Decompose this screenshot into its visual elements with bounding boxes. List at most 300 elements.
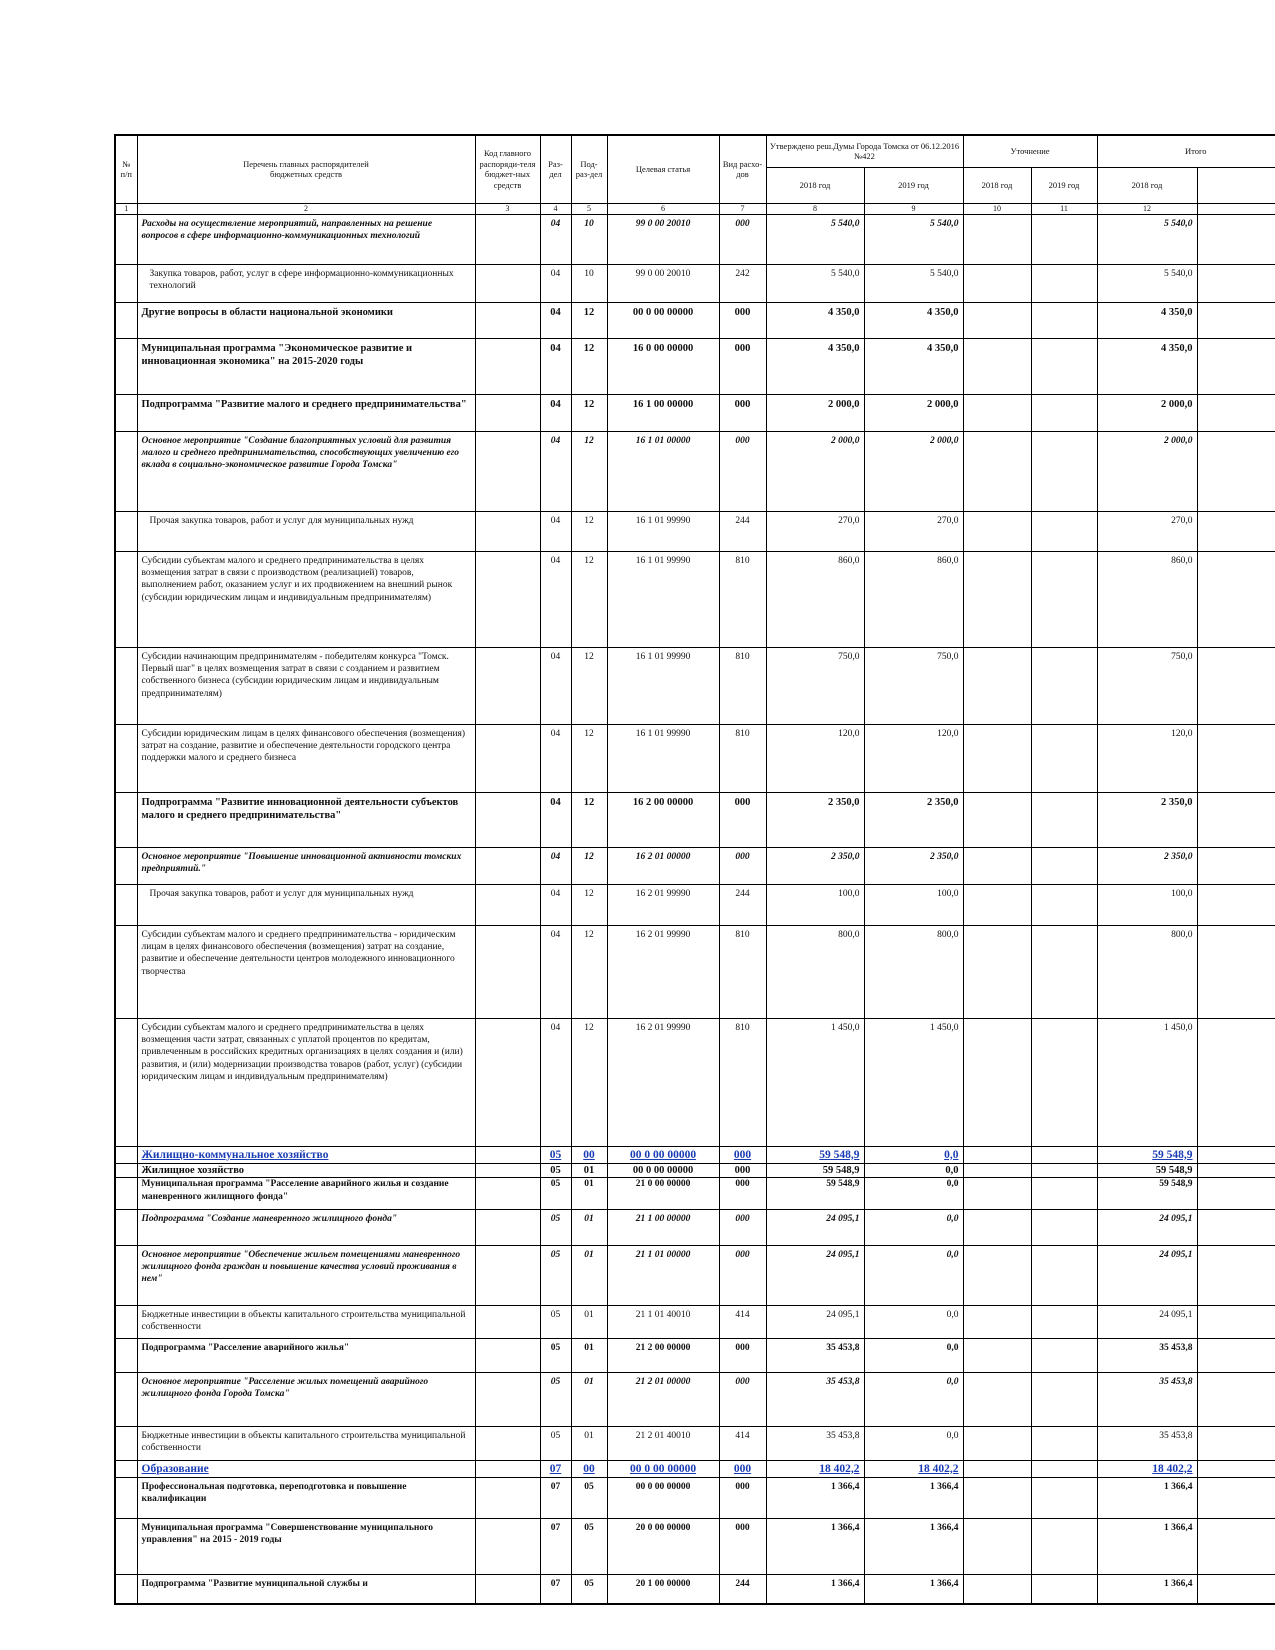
column-number: 5 [571,203,607,214]
row-number [115,724,137,792]
table-row [115,1018,1275,1146]
table-row [115,1518,1275,1574]
table-row [115,1163,1275,1177]
row-podrazdel: 01 [571,1305,607,1338]
row-approved-2019: 0,0 [864,1146,963,1163]
row-vid: 810 [719,647,766,724]
header-no: № п/п [115,135,137,203]
row-total-2018: 100,0 [1097,884,1197,925]
table-row [115,214,1275,264]
row-total-2018: 24 095,1 [1097,1209,1197,1245]
row-approved-2019: 5 540,0 [864,214,963,264]
row-clarification-2018 [963,1518,1031,1574]
row-number [115,338,137,394]
table-row [115,551,1275,647]
row-name: Закупка товаров, работ, услуг в сфере информационно-коммуникационных технологий [137,264,475,302]
row-target: 16 1 01 99990 [607,511,719,551]
row-code [475,1305,540,1338]
row-podrazdel: 12 [571,884,607,925]
row-total-2018: 1 450,0 [1097,1018,1197,1146]
row-approved-2019: 750,0 [864,647,963,724]
row-clarification-2018 [963,551,1031,647]
row-approved-2019: 860,0 [864,551,963,647]
row-total-2018: 4 350,0 [1097,302,1197,338]
header-podrazdel: Под-раз-дел [571,135,607,203]
row-code [475,884,540,925]
row-total-2019 [1197,1518,1275,1574]
row-podrazdel: 00 [571,1146,607,1163]
row-podrazdel: 00 [571,1460,607,1477]
table-row [115,264,1275,302]
row-approved-2018: 1 366,4 [766,1477,864,1518]
row-total-2018: 5 540,0 [1097,264,1197,302]
row-total-2018: 24 095,1 [1097,1305,1197,1338]
row-total-2019 [1197,792,1275,847]
row-code [475,1426,540,1460]
row-clarification-2019 [1031,1305,1097,1338]
row-approved-2018: 270,0 [766,511,864,551]
row-number [115,884,137,925]
row-clarification-2019 [1031,1163,1097,1177]
row-name: Субсидии субъектам малого и среднего предпринимательства в целях возмещения части затрат, связанных с уплатой процентов по кредитам, привлеченным в российских кредитных организациях в целях создания и (или) развития, и (или) модернизации производства товаров (работ, услуг) (субсидии юридическим лицам и индивидуальным предпринимателям) [137,1018,475,1146]
row-target: 16 2 01 99990 [607,925,719,1018]
row-razdel: 07 [540,1518,571,1574]
row-vid: 810 [719,1018,766,1146]
row-name: Субсидии юридическим лицам в целях финансового обеспечения (возмещения) затрат на создание, развитие и обеспечение деятельности городского центра поддержки малого и среднего бизнеса [137,724,475,792]
row-razdel: 05 [540,1305,571,1338]
row-name: Субсидии субъектам малого и среднего предпринимательства - юридическим лицам в целях финансового обеспечения (возмещения) затрат на создание, развитие и обеспечение деятельности центров молодежного инновационного творчества [137,925,475,1018]
row-razdel: 04 [540,431,571,511]
row-code [475,1146,540,1163]
row-code [475,1338,540,1372]
table-row [115,1305,1275,1338]
row-clarification-2018 [963,511,1031,551]
header-razdel: Раз-дел [540,135,571,203]
row-approved-2018: 59 548,9 [766,1163,864,1177]
row-approved-2018: 59 548,9 [766,1177,864,1209]
row-number [115,847,137,884]
row-clarification-2019 [1031,884,1097,925]
row-razdel: 05 [540,1163,571,1177]
row-clarification-2019 [1031,1338,1097,1372]
table-row [115,1426,1275,1460]
row-target: 16 1 01 99990 [607,724,719,792]
row-code [475,511,540,551]
row-name: Муниципальная программа "Расселение аварийного жилья и создание маневренного жилищного фонда" [137,1177,475,1209]
row-approved-2019: 0,0 [864,1209,963,1245]
column-number: 10 [963,203,1031,214]
row-total-2018: 1 366,4 [1097,1574,1197,1604]
row-clarification-2019 [1031,724,1097,792]
row-target: 16 0 00 00000 [607,338,719,394]
row-approved-2019: 18 402,2 [864,1460,963,1477]
table-row [115,1372,1275,1426]
row-approved-2018: 4 350,0 [766,338,864,394]
row-total-2018: 1 366,4 [1097,1477,1197,1518]
row-approved-2019: 0,0 [864,1305,963,1338]
row-code [475,1177,540,1209]
row-total-2019 [1197,1477,1275,1518]
row-target: 20 0 00 00000 [607,1518,719,1574]
header-total-2018: 2018 год [1097,167,1197,203]
row-razdel: 05 [540,1209,571,1245]
row-approved-2018: 5 540,0 [766,214,864,264]
row-total-2018: 59 548,9 [1097,1163,1197,1177]
row-podrazdel: 05 [571,1518,607,1574]
row-clarification-2018 [963,1209,1031,1245]
row-approved-2019: 1 366,4 [864,1518,963,1574]
row-clarification-2018 [963,925,1031,1018]
row-approved-2018: 750,0 [766,647,864,724]
row-target: 21 0 00 00000 [607,1177,719,1209]
row-approved-2019: 800,0 [864,925,963,1018]
row-razdel: 05 [540,1372,571,1426]
column-number: 11 [1031,203,1097,214]
row-clarification-2019 [1031,431,1097,511]
row-code [475,214,540,264]
row-clarification-2019 [1031,1574,1097,1604]
column-number-row [115,203,1275,214]
row-vid: 244 [719,1574,766,1604]
row-razdel: 04 [540,847,571,884]
row-vid: 000 [719,1372,766,1426]
row-vid: 000 [719,431,766,511]
row-approved-2018: 2 000,0 [766,394,864,431]
row-target: 00 0 00 00000 [607,302,719,338]
row-razdel: 04 [540,214,571,264]
row-razdel: 04 [540,511,571,551]
row-vid: 810 [719,925,766,1018]
row-total-2019 [1197,1338,1275,1372]
row-name: Муниципальная программа "Совершенствование муниципального управления" на 2015 - 2019 годы [137,1518,475,1574]
row-podrazdel: 12 [571,551,607,647]
row-name: Прочая закупка товаров, работ и услуг для муниципальных нужд [137,511,475,551]
header-clarification-2019: 2019 год [1031,167,1097,203]
row-approved-2018: 5 540,0 [766,264,864,302]
header-vid: Вид расхо-дов [719,135,766,203]
table-row [115,647,1275,724]
row-podrazdel: 05 [571,1574,607,1604]
row-clarification-2018 [963,1574,1031,1604]
row-approved-2018: 2 350,0 [766,847,864,884]
row-clarification-2018 [963,884,1031,925]
row-vid: 000 [719,792,766,847]
row-total-2018: 35 453,8 [1097,1372,1197,1426]
row-code [475,1209,540,1245]
row-approved-2019: 1 366,4 [864,1574,963,1604]
row-target: 16 2 01 00000 [607,847,719,884]
table-row [115,1245,1275,1305]
row-approved-2019: 4 350,0 [864,302,963,338]
row-clarification-2019 [1031,551,1097,647]
row-number [115,1177,137,1209]
row-number [115,1460,137,1477]
row-total-2018: 800,0 [1097,925,1197,1018]
row-approved-2019: 100,0 [864,884,963,925]
column-number: 12 [1097,203,1197,214]
row-razdel: 04 [540,724,571,792]
row-razdel: 04 [540,1018,571,1146]
column-number: 8 [766,203,864,214]
row-target: 16 1 01 00000 [607,431,719,511]
row-number [115,1574,137,1604]
row-vid: 244 [719,511,766,551]
row-number [115,214,137,264]
row-clarification-2019 [1031,214,1097,264]
row-clarification-2018 [963,1338,1031,1372]
row-total-2019 [1197,1574,1275,1604]
row-target: 00 0 00 00000 [607,1146,719,1163]
row-total-2019 [1197,511,1275,551]
header-total: Итого [1097,135,1275,167]
row-target: 16 2 01 99990 [607,1018,719,1146]
row-vid: 000 [719,1163,766,1177]
row-approved-2018: 59 548,9 [766,1146,864,1163]
row-target: 00 0 00 00000 [607,1460,719,1477]
table-row [115,1574,1275,1604]
row-vid: 000 [719,394,766,431]
row-approved-2019: 4 350,0 [864,338,963,394]
row-approved-2019: 0,0 [864,1338,963,1372]
row-clarification-2018 [963,214,1031,264]
row-razdel: 07 [540,1477,571,1518]
row-podrazdel: 12 [571,338,607,394]
row-number [115,1245,137,1305]
row-total-2019 [1197,647,1275,724]
row-total-2019 [1197,724,1275,792]
row-approved-2019: 0,0 [864,1426,963,1460]
row-approved-2019: 120,0 [864,724,963,792]
row-clarification-2019 [1031,1426,1097,1460]
row-target: 16 2 01 99990 [607,884,719,925]
row-total-2018: 59 548,9 [1097,1177,1197,1209]
row-razdel: 07 [540,1460,571,1477]
row-number [115,302,137,338]
row-name: Жилищное хозяйство [137,1163,475,1177]
row-name: Муниципальная программа "Экономическое развитие и инновационная экономика" на 2015-2020 годы [137,338,475,394]
row-razdel: 04 [540,394,571,431]
row-clarification-2019 [1031,792,1097,847]
row-approved-2019: 270,0 [864,511,963,551]
row-razdel: 04 [540,647,571,724]
row-total-2018: 750,0 [1097,647,1197,724]
row-podrazdel: 12 [571,302,607,338]
row-podrazdel: 10 [571,264,607,302]
table-row [115,1146,1275,1163]
row-total-2018: 24 095,1 [1097,1245,1197,1305]
column-number: 9 [864,203,963,214]
budget-rows [115,214,1275,1604]
row-clarification-2018 [963,302,1031,338]
row-target: 21 1 01 40010 [607,1305,719,1338]
column-number: 6 [607,203,719,214]
row-clarification-2018 [963,338,1031,394]
row-approved-2019: 1 366,4 [864,1477,963,1518]
row-podrazdel: 01 [571,1245,607,1305]
row-number [115,1146,137,1163]
row-code [475,792,540,847]
row-number [115,551,137,647]
row-total-2019 [1197,394,1275,431]
row-code [475,431,540,511]
row-approved-2019: 2 350,0 [864,792,963,847]
row-total-2018: 2 350,0 [1097,847,1197,884]
row-vid: 414 [719,1426,766,1460]
row-code [475,647,540,724]
row-clarification-2018 [963,1477,1031,1518]
row-vid: 000 [719,338,766,394]
table-row [115,884,1275,925]
table-row [115,1477,1275,1518]
row-approved-2018: 100,0 [766,884,864,925]
row-clarification-2018 [963,1177,1031,1209]
row-number [115,792,137,847]
row-total-2018: 2 000,0 [1097,394,1197,431]
row-total-2018: 4 350,0 [1097,338,1197,394]
row-name: Подпрограмма "Развитие малого и среднего предпринимательства" [137,394,475,431]
row-total-2019 [1197,1426,1275,1460]
column-number: 3 [475,203,540,214]
row-number [115,1338,137,1372]
row-name: Профессиональная подготовка, переподготовка и повышение квалификации [137,1477,475,1518]
row-vid: 414 [719,1305,766,1338]
row-approved-2018: 24 095,1 [766,1245,864,1305]
row-code [475,264,540,302]
row-number [115,1163,137,1177]
row-clarification-2018 [963,1460,1031,1477]
row-vid: 244 [719,884,766,925]
column-number: 4 [540,203,571,214]
row-clarification-2019 [1031,1372,1097,1426]
row-total-2019 [1197,1305,1275,1338]
row-podrazdel: 12 [571,1018,607,1146]
row-target: 21 1 01 00000 [607,1245,719,1305]
row-razdel: 04 [540,792,571,847]
row-code [475,724,540,792]
budget-table [114,134,1275,1605]
row-clarification-2018 [963,264,1031,302]
row-clarification-2019 [1031,847,1097,884]
row-clarification-2019 [1031,1518,1097,1574]
header-approved-2019: 2019 год [864,167,963,203]
row-clarification-2019 [1031,1209,1097,1245]
row-podrazdel: 01 [571,1163,607,1177]
row-clarification-2019 [1031,1146,1097,1163]
row-clarification-2018 [963,431,1031,511]
header-clarification-2018: 2018 год [963,167,1031,203]
row-podrazdel: 12 [571,925,607,1018]
row-number [115,1426,137,1460]
row-podrazdel: 01 [571,1338,607,1372]
table-row [115,511,1275,551]
table-row [115,792,1275,847]
row-clarification-2018 [963,1372,1031,1426]
budget-table-sheet [114,134,1275,1605]
column-number: 1 [115,203,137,214]
table-row [115,1338,1275,1372]
row-razdel: 05 [540,1146,571,1163]
row-code [475,338,540,394]
header-approved-2018: 2018 год [766,167,864,203]
table-row [115,302,1275,338]
row-total-2018: 1 366,4 [1097,1518,1197,1574]
row-approved-2018: 4 350,0 [766,302,864,338]
row-total-2019 [1197,1460,1275,1477]
row-code [475,1460,540,1477]
row-vid: 242 [719,264,766,302]
row-clarification-2019 [1031,925,1097,1018]
row-name: Основное мероприятие "Обеспечение жильем помещениями маневренного жилищного фонда граждан и повышение качества условий проживания в нем" [137,1245,475,1305]
row-clarification-2018 [963,1426,1031,1460]
row-approved-2019: 0,0 [864,1245,963,1305]
row-podrazdel: 12 [571,792,607,847]
row-name: Жилищно-коммунальное хозяйство [137,1146,475,1163]
row-razdel: 05 [540,1245,571,1305]
row-approved-2018: 18 402,2 [766,1460,864,1477]
row-approved-2018: 2 350,0 [766,792,864,847]
row-number [115,431,137,511]
row-name: Образование [137,1460,475,1477]
row-target: 99 0 00 20010 [607,214,719,264]
row-clarification-2019 [1031,1477,1097,1518]
row-target: 21 2 01 40010 [607,1426,719,1460]
row-approved-2018: 35 453,8 [766,1372,864,1426]
row-target: 00 0 00 00000 [607,1163,719,1177]
row-name: Подпрограмма "Расселение аварийного жилья" [137,1338,475,1372]
row-target: 16 2 00 00000 [607,792,719,847]
row-total-2018: 2 350,0 [1097,792,1197,847]
row-name: Основное мероприятие "Создание благоприятных условий для развития малого и среднего предпринимательства, способствующих увеличению его вклада в социально-экономическое развитие Города Томска" [137,431,475,511]
row-target: 20 1 00 00000 [607,1574,719,1604]
row-total-2018: 270,0 [1097,511,1197,551]
row-approved-2018: 24 095,1 [766,1305,864,1338]
row-number [115,1305,137,1338]
row-razdel: 05 [540,1177,571,1209]
row-clarification-2019 [1031,1177,1097,1209]
row-number [115,511,137,551]
row-clarification-2018 [963,394,1031,431]
row-name: Подпрограмма "Развитие инновационной деятельности субъектов малого и среднего предпринимательства" [137,792,475,847]
row-code [475,1018,540,1146]
row-code [475,1574,540,1604]
row-number [115,647,137,724]
row-podrazdel: 01 [571,1177,607,1209]
row-total-2018: 120,0 [1097,724,1197,792]
row-total-2019 [1197,1018,1275,1146]
row-razdel: 04 [540,551,571,647]
row-target: 21 2 01 00000 [607,1372,719,1426]
row-vid: 000 [719,1146,766,1163]
row-vid: 000 [719,1477,766,1518]
row-podrazdel: 10 [571,214,607,264]
row-podrazdel: 12 [571,647,607,724]
row-code [475,1477,540,1518]
row-clarification-2019 [1031,1245,1097,1305]
row-number [115,1018,137,1146]
row-total-2018: 18 402,2 [1097,1460,1197,1477]
row-name: Бюджетные инвестиции в объекты капитального строительства муниципальной собственности [137,1426,475,1460]
row-approved-2019: 0,0 [864,1163,963,1177]
row-clarification-2018 [963,1245,1031,1305]
row-total-2018: 2 000,0 [1097,431,1197,511]
row-number [115,925,137,1018]
row-razdel: 04 [540,264,571,302]
row-vid: 000 [719,302,766,338]
column-number-blank [1197,203,1275,214]
row-podrazdel: 01 [571,1209,607,1245]
row-total-2019 [1197,338,1275,394]
table-row [115,847,1275,884]
